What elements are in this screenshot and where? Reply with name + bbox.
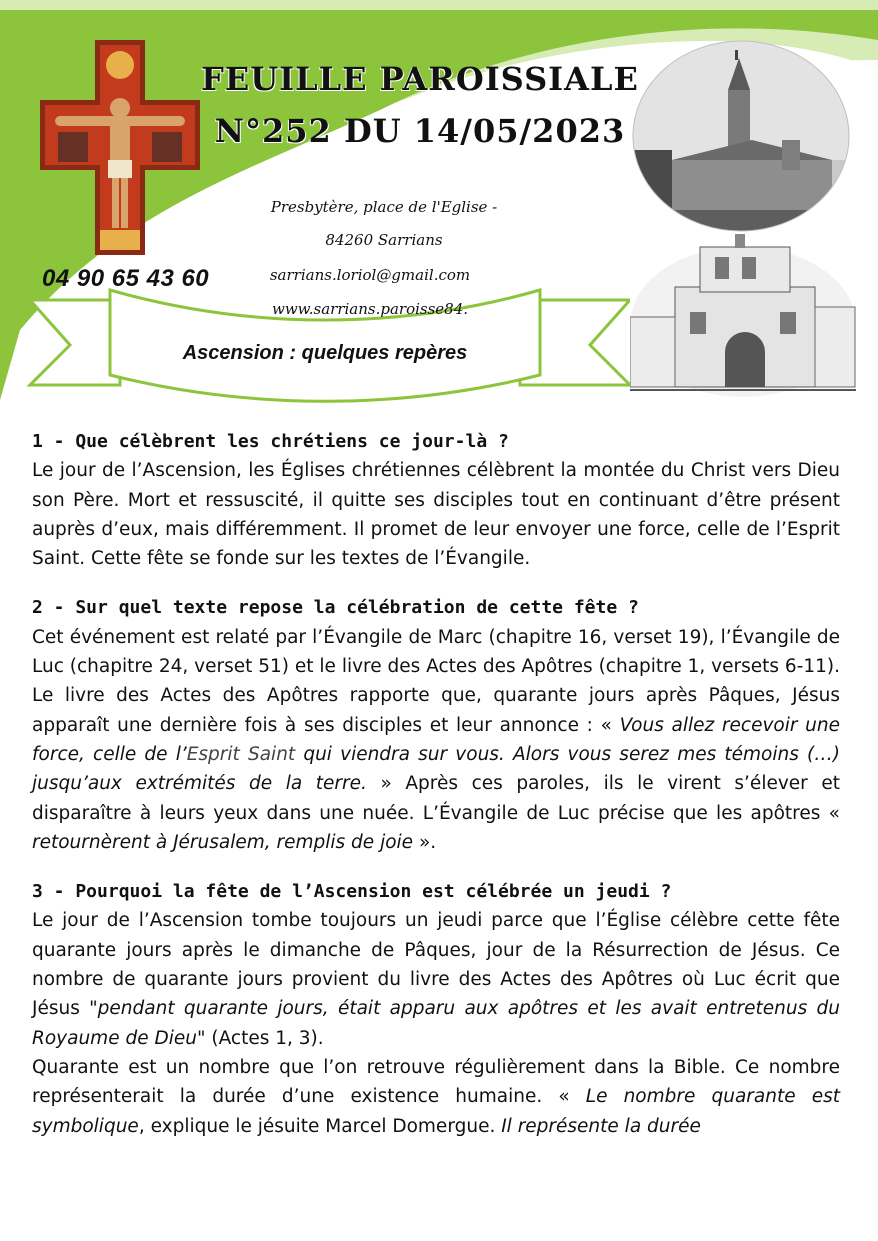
paragraph xyxy=(32,1053,840,1141)
church-photo xyxy=(632,40,850,232)
subtitle: Ascension : quelques repères xyxy=(182,342,468,364)
quote-text: Le nombre quarante est symbolique xyxy=(32,1086,840,1137)
header xyxy=(0,0,878,410)
text-span: » Après ces paroles, ils le virent s’élever et disparaître à leurs yeux dans une nuée. L’Évangile de Luc précise que les apôtres « xyxy=(32,773,840,824)
article-body xyxy=(32,427,840,1161)
quote-text: Vous allez recevoir une force, celle de l’ xyxy=(32,714,840,765)
quote-text: retournèrent à Jérusalem, remplis de joie xyxy=(32,831,414,853)
section-2 xyxy=(32,593,840,857)
text-span: Quarante est un nombre que l’on retrouve régulièrement dans la Bible. Ce nombre représenterait la durée d’une existence humaine. « xyxy=(32,1056,840,1108)
issue-number-date: N°252 DU 14/05/2023 xyxy=(214,112,626,150)
paragraph: Le jour de l’Ascension, les Églises chrétiennes célèbrent la montée du Christ vers Dieu son Père. Mort et ressuscité, il quitte ses disciples tout en continuant d’être présent auprès d’eux, mais différemment. Il promet de leur envoyer une force, celle de l’Esprit Saint. Cette fête se fonde sur les textes de l’Évangile. xyxy=(32,460,840,570)
address-line-1: Presbytère, place de l'Eglise - xyxy=(270,198,498,216)
esprit-saint-link[interactable]: Esprit Saint xyxy=(186,743,296,765)
document-title: FEUILLE PAROISSIALE xyxy=(201,60,639,98)
phone-number: 04 90 65 43 60 xyxy=(42,265,210,292)
section-title: 1 - Que célèbrent les chrétiens ce jour-là ? xyxy=(32,431,509,452)
text-span: Le jour de l’Ascension tombe toujours un jeudi parce que l’Église célèbre cette fête quarante jours après le dimanche de Pâques, jour de la Résurrection de Jésus. Ce nombre de quarante jours provient du livre des Actes des Apôtres où Luc écrit que Jésus xyxy=(32,910,840,1020)
text-span: ». xyxy=(413,831,437,853)
section-title: 2 - Sur quel texte repose la célébration de cette fête ? xyxy=(32,597,639,619)
website-url: www.sarrians.paroisse84. xyxy=(272,300,469,318)
section-1 xyxy=(32,427,840,573)
text-span: (Actes 1, 3). xyxy=(205,1027,324,1049)
quote-text: "pendant quarante jours, était apparu aux apôtres et les avait entretenus du Royaume de Dieu" xyxy=(32,998,840,1049)
section-3 xyxy=(32,877,840,1141)
text-span: , explique le jésuite Marcel Domergue. xyxy=(138,1115,502,1137)
section-title: 3 - Pourquoi la fête de l’Ascension est célébrée un jeudi ? xyxy=(32,881,672,903)
crucifix-image xyxy=(40,40,200,255)
quote-text: qui viendra sur vous. Alors vous serez mes témoins (…) jusqu’aux extrémités de la terre. xyxy=(32,743,840,795)
text-span: Cet événement est relaté par l’Évangile de Marc (chapitre 16, verset 19), l’Évangile de Luc (chapitre 24, verset 51) et le livre des Actes des Apôtres (chapitre 1, versets 6-11). Le livre des Actes des Apôtres rapporte que, quarante jours après Pâques, Jésus apparaît une dernière fois à ses disciples et leur annonce : « xyxy=(32,626,840,736)
paragraph xyxy=(32,623,840,857)
paragraph xyxy=(32,906,840,1052)
church-sketch-image xyxy=(630,232,856,397)
quote-text: Il représente la durée xyxy=(501,1115,701,1137)
address-line-2: 84260 Sarrians xyxy=(325,231,443,249)
email-address: sarrians.loriol@gmail.com xyxy=(269,266,471,284)
